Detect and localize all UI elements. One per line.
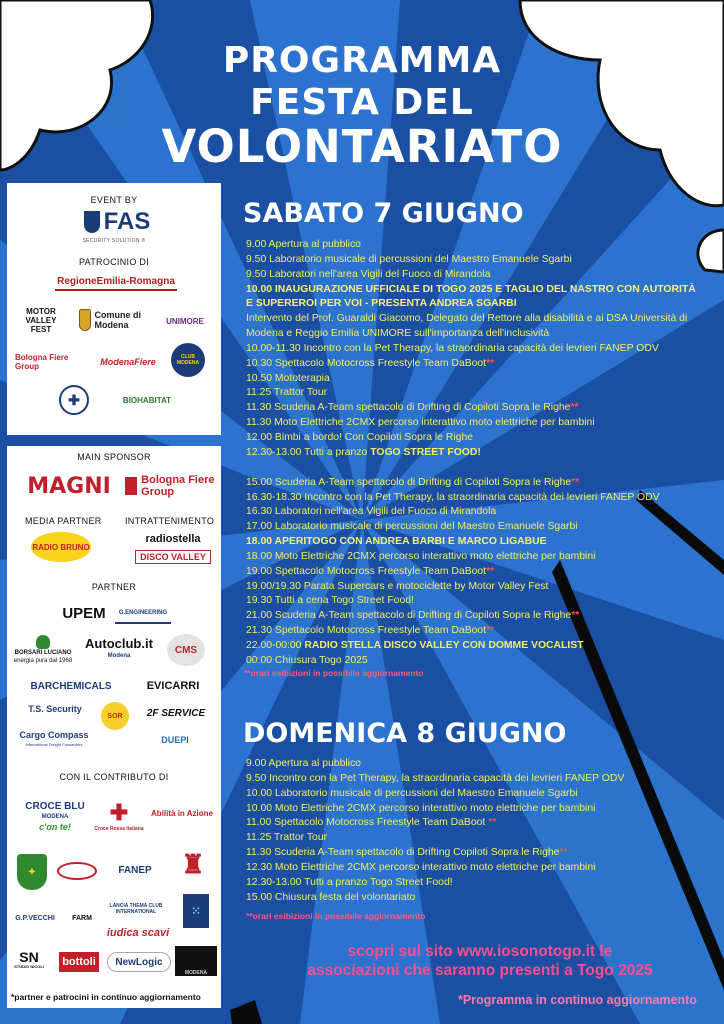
closing-line: 00:00 Chiusura Togo 2025 xyxy=(246,654,368,666)
saturday-note: **orari esibizioni in possibile aggiornamento xyxy=(244,668,424,678)
schedule-item xyxy=(246,268,716,283)
sn-subtext: STUDIO NICOLI xyxy=(14,964,44,969)
fanep-logo: FANEP xyxy=(118,864,152,876)
fas-subtitle: SECURITY SOLUTION ® xyxy=(82,238,146,244)
schedule-item-text: 15.00 Chiusura festa del volontariato xyxy=(246,891,416,903)
borsari-text: BORSARI LUCIANO xyxy=(14,650,72,656)
borsari-subtext: energia pura dal 1968 xyxy=(13,658,73,664)
schedule-item-marker: ** xyxy=(570,402,579,414)
radio-bold: RADIO STELLA DISCO VALLEY CON DOMME VOCALIST xyxy=(304,639,584,651)
unimore-logo: UNIMORE xyxy=(166,316,204,326)
ts-security-logo: T.S. Security xyxy=(28,704,82,714)
flame-icon xyxy=(36,635,50,649)
modena-dark-logo: MODENA xyxy=(175,946,217,976)
title-line-2: FESTA DEL xyxy=(250,82,474,123)
magni-logo: MAGNI xyxy=(27,473,111,499)
lunch-bold: TOGO STREET FOOD! xyxy=(370,446,481,458)
schedule-item-text: 21.00 Scuderia A-Team spettacolo di Drifting di Copiloti Sopra le Righe xyxy=(246,610,572,622)
schedule-item xyxy=(246,416,716,431)
schedule-item-text: 16.30 Laboratori nell'area Vigili del Fuoco di Mirandola xyxy=(246,506,497,518)
evicarri-logo: EVICARRI xyxy=(146,680,200,692)
schedule-item-text: 9.00 Apertura al pubblico xyxy=(246,239,361,250)
schedule-item xyxy=(246,253,716,268)
schedule-item xyxy=(246,772,716,787)
aperitogo-line: 18.00 APERITOGO CON ANDREA BARBI E MARCO LIGABUE xyxy=(246,536,547,548)
bf-square-icon xyxy=(125,477,137,495)
lancia-thema-logo: LANCIA THEMA CLUB INTERNATIONAL xyxy=(109,903,163,915)
schedule-item xyxy=(246,580,716,595)
schedule-item-text: 16.30-18.30 Incontro con la Pet Therapy, la straordinaria capacità dei levrieri FANEP ODV xyxy=(246,491,660,503)
schedule-item xyxy=(246,594,716,609)
contributo-label: CON IL CONTRIBUTO DI xyxy=(59,772,169,782)
modena-fiere-logo: ModenaFiere xyxy=(100,357,156,367)
schedule-item-text: 10.00 Laboratorio musicale di percussioni del Maestro Emanuele Sgarbi xyxy=(246,787,578,799)
title-line-1: PROGRAMMA xyxy=(222,40,502,81)
schedule-item xyxy=(246,491,716,506)
schedule-item-text: 11.00 Spettacolo Motocross Freestyle Team DaBoot xyxy=(246,817,489,829)
speech-line-1: Intervento del Prof. Guaraldi Giacomo, Delegato del Rettore alla disabilità e ai DSA Università di xyxy=(246,313,688,325)
croce-blu-logo xyxy=(13,794,97,840)
croce-blu-tagline: c'on te! xyxy=(39,822,71,832)
schedule-item-marker: ** xyxy=(571,476,580,488)
schedule-item-text: 9.00 Apertura al pubblico xyxy=(246,758,361,769)
borsari-logo xyxy=(11,634,75,666)
cargo-compass-logo xyxy=(11,726,97,754)
cms-logo: CMS xyxy=(167,634,205,666)
schedule-item xyxy=(246,565,716,580)
sponsor-panel-top xyxy=(7,183,221,435)
sponsor-panel-bottom xyxy=(7,446,221,1008)
farm-logo: FARM xyxy=(72,914,92,922)
schedule-item-marker: ** xyxy=(559,847,568,859)
schedule-item xyxy=(246,401,716,416)
sunday-list xyxy=(246,757,716,905)
schedule-item xyxy=(246,787,716,802)
saturday-late-morning-list xyxy=(246,342,716,446)
schedule-item-text: 15.00 Scuderia A-Team spettacolo di Drifting di Copiloti Sopra le Righe xyxy=(246,476,572,488)
schedule-item-marker: ** xyxy=(486,357,495,369)
schedule-item-text: 10.50 Mototerapia xyxy=(246,372,330,384)
partner-label: PARTNER xyxy=(91,582,137,592)
swirl-emblem-icon xyxy=(57,862,97,880)
radio-prefix: 22.00-00:00 xyxy=(246,639,305,651)
schedule-item-marker: ** xyxy=(486,565,495,577)
newlogic-logo: NewLogic xyxy=(107,952,171,972)
lunch-line xyxy=(246,446,716,461)
comune-modena-text: Comune di Modena xyxy=(94,310,142,330)
bologna-fiere-logo xyxy=(125,472,215,500)
fas-logo xyxy=(77,207,157,237)
cross-emblem-icon: ✚ xyxy=(59,385,89,415)
sunday-schedule xyxy=(246,757,716,905)
comune-modena-logo xyxy=(79,305,151,335)
schedule-item xyxy=(246,816,716,831)
schedule-item-text: 12.30 Moto Elettriche 2CMX percorso interattivo moto elettriche per bambini xyxy=(246,861,596,873)
partner-footnote: *partner e patrocini in continuo aggiornamento xyxy=(11,992,201,1002)
schedule-item xyxy=(246,891,716,906)
motor-valley-logo: MOTOR VALLEY FEST xyxy=(25,306,57,334)
lunch-prefix: 12.30-13.00 Tutti a pranzo xyxy=(246,446,371,458)
schedule-item-text: 19.00 Spettacolo Motocross Freestyle Team DaBoot xyxy=(246,565,487,577)
schedule-item-text: 10.00 Moto Elettriche 2CMX percorso interattivo moto elettriche per bambini xyxy=(246,802,596,814)
club-modena-logo: CLUB MODENA xyxy=(171,343,205,377)
sn-text: SN xyxy=(19,949,39,965)
cargo-compass-subtext: International Freight Forwarders xyxy=(25,742,83,747)
schedule-item-text: 9.50 Laboratorio musicale di percussioni del Maestro Emanuele Sgarbi xyxy=(246,253,572,265)
schedule-item-text: 11.25 Trattor Tour xyxy=(246,387,328,399)
title-line-3: VOLONTARIATO xyxy=(161,120,563,173)
schedule-item-text: 11.25 Trattor Tour xyxy=(246,832,328,844)
saturday-morning-list xyxy=(246,238,716,283)
saturday-title: SABATO 7 GIUGNO xyxy=(243,198,524,229)
bottoli-logo: bottoli xyxy=(59,952,99,972)
schedule-item-text: 18.00 Moto Elettriche 2CMX percorso interattivo moto elettriche per bambini xyxy=(246,550,596,562)
regione-logo: RegioneEmilia-Romagna xyxy=(55,273,177,291)
radio-line xyxy=(246,639,716,654)
club-shield-icon: ✦ xyxy=(17,854,47,890)
autoclub-subtext: Modena xyxy=(107,653,131,659)
speech-line-2: Modena e Reggio Emilia UNIMORE sull'importanza dell'inclusività xyxy=(246,328,550,340)
sunday-note: **orari esibizioni in possibile aggiornamento xyxy=(246,911,426,921)
website-line-1: scopri sul sito www.iosonotogo.it le xyxy=(347,943,613,960)
saturday-schedule xyxy=(246,238,716,669)
main-sponsor-label: MAIN SPONSOR xyxy=(77,452,151,462)
schedule-item-text: 11.30 Scuderia A-Team spettacolo di Drifting Copiloti Sopra le Righe xyxy=(246,847,560,859)
autoclub-logo xyxy=(79,636,159,664)
2f-service-logo: 2F SERVICE xyxy=(146,707,206,719)
studio-nicoli-logo xyxy=(11,948,47,976)
radio-stella-logo: radiostella xyxy=(145,533,201,545)
schedule-item-text: 12.30-13.00 Tutti a pranzo Togo Street Food! xyxy=(246,876,453,888)
croce-blu-subtext: MODENA xyxy=(41,814,69,820)
schedule-item-text: 19.30 Tutti a cena Togo Street Food! xyxy=(246,595,414,607)
schedule-item xyxy=(246,831,716,846)
inauguration-line-2: E SUPEREROI PER VOI - PRESENTA ANDREA SGARBI xyxy=(246,298,517,310)
fas-logo-text: FAS xyxy=(103,208,151,235)
bologna-fiere-text: Bologna Fiere Group xyxy=(141,474,215,498)
ge-logo: G.ENGINEERING xyxy=(115,604,171,624)
schedule-item xyxy=(246,238,716,253)
disco-valley-logo: DISCO VALLEY xyxy=(135,550,211,564)
red-cross-icon: ✚ xyxy=(109,800,129,825)
schedule-item-text: 9.50 Laboratori nell'area Vigili del Fuoco di Mirandola xyxy=(246,268,491,280)
website-line-2: associazioni che saranno presenti a Togo 2025 xyxy=(307,962,653,979)
barchemicals-logo: BARCHEMICALS xyxy=(30,680,112,692)
media-partner-label: MEDIA PARTNER xyxy=(25,516,102,526)
shield-icon xyxy=(84,211,100,233)
schedule-item-text: 21.30 Spettacolo Motocross Freestyle Team DaBoot xyxy=(246,625,487,637)
schedule-item xyxy=(246,342,716,357)
schedule-item xyxy=(246,550,716,565)
schedule-item-text: 12.00 Bimbi a bordo! Con Copiloti Sopra le Righe xyxy=(246,431,473,443)
program-footnote: *Programma in continuo aggiornamento xyxy=(458,993,697,1007)
sunday-title: DOMENICA 8 GIUGNO xyxy=(243,718,567,749)
saturday-afternoon-list xyxy=(246,476,716,535)
autoclub-text: Autoclub.it xyxy=(85,636,153,651)
schedule-item-text: 9.50 Incontro con la Pet Therapy, la straordinaria capacità dei levrieri FANEP ODV xyxy=(246,772,625,784)
intrattenimento-label: INTRATTENIMENTO xyxy=(125,516,215,526)
croce-rossa-logo xyxy=(91,792,147,840)
schedule-item xyxy=(246,431,716,446)
schedule-item-text: 11.30 Scuderia A-Team spettacolo di Drifting di Copiloti Sopra le Righe xyxy=(246,402,571,414)
schedule-item xyxy=(246,386,716,401)
radio-bruno-logo: RADIO BRUNO xyxy=(31,532,91,562)
schedule-item-text: 19.00/19.30 Parata Supercars e motociclette by Motor Valley Fest xyxy=(246,580,549,592)
abilita-logo: Abilità in Azione xyxy=(151,808,213,818)
firefighter-emblem-icon: ♜ xyxy=(181,848,205,879)
inauguration-line-1: 10.00 INAUGURAZIONE UFFICIALE DI TOGO 2025 E TAGLIO DEL NASTRO CON AUTORITÀ xyxy=(246,283,696,295)
schedule-item-marker: ** xyxy=(488,817,497,829)
croce-rossa-text: Croce Rossa Italiana xyxy=(94,826,144,832)
sor-logo: SOR xyxy=(101,702,129,730)
patrocinio-label: PATROCINIO DI xyxy=(78,257,150,267)
schedule-item xyxy=(246,520,716,535)
crest-icon xyxy=(79,309,91,331)
schedule-item xyxy=(246,476,716,491)
dice-logo-icon: ⁙ xyxy=(183,894,209,928)
schedule-item-marker: ** xyxy=(571,610,580,622)
schedule-item xyxy=(246,505,716,520)
vecchi-logo: G.P.VECCHI xyxy=(15,914,55,922)
duepi-logo: DUEPI xyxy=(161,735,189,745)
schedule-item xyxy=(246,624,716,639)
croce-blu-text: CROCE BLU xyxy=(25,801,85,812)
schedule-item xyxy=(246,372,716,387)
schedule-item xyxy=(246,861,716,876)
schedule-item xyxy=(246,802,716,817)
biohabitat-logo: BIOHABITAT xyxy=(122,395,172,405)
schedule-item-text: 17.00 Laboratorio musicale di percussioni del Maestro Emanuele Sgarbi xyxy=(246,521,578,533)
schedule-item xyxy=(246,876,716,891)
schedule-item xyxy=(246,757,716,772)
schedule-item-text: 10.30 Spettacolo Motocross Freestyle Team DaBoot xyxy=(246,357,487,369)
schedule-item xyxy=(246,609,716,624)
schedule-item xyxy=(246,846,716,861)
schedule-item xyxy=(246,357,716,372)
bologna-fiere-logo-top: Bologna Fiere Group xyxy=(15,353,69,371)
schedule-item-marker: ** xyxy=(486,625,495,637)
event-by-label: EVENT BY xyxy=(90,195,138,205)
schedule-item-text: 10.00-11.30 Incontro con la Pet Therapy, la straordinaria capacità dei levrieri FANEP ODV xyxy=(246,342,659,354)
saturday-evening-list xyxy=(246,550,716,639)
cargo-compass-text: Cargo Compass xyxy=(19,730,89,740)
schedule-item-text: 11.30 Moto Elettriche 2CMX percorso interattivo moto elettriche per bambini xyxy=(246,417,595,429)
iudica-scavi-logo: iudica scavi xyxy=(106,927,170,939)
upem-logo: UPEM xyxy=(62,604,106,622)
